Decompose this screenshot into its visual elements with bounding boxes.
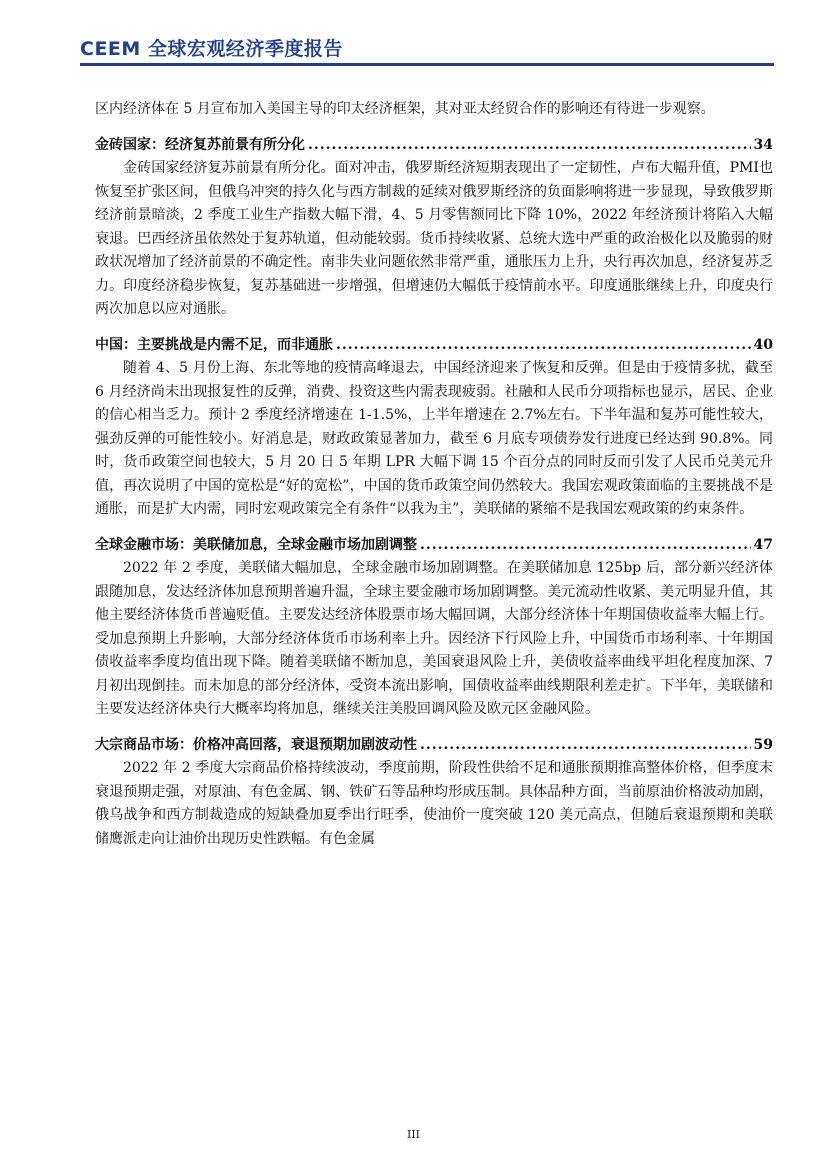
intro-paragraph: 区内经济体在 5 月宣布加入美国主导的印太经济框架，其对亚太经贸合作的影响还有待进一步观察。: [95, 101, 715, 117]
toc-entry-page: 34: [753, 136, 773, 153]
report-header: [80, 34, 774, 61]
toc-entry-china[interactable]: [95, 334, 773, 358]
report-body: [95, 98, 773, 851]
toc-entry-page: 40: [753, 336, 773, 353]
page-number: III: [406, 1128, 421, 1141]
toc-entry-page: 59: [753, 736, 773, 753]
section-summary-financial-markets: 2022 年 2 季度，美联储大幅加息，全球金融市场加剧调整。在美联储加息 125bp 后，部分新兴经济体跟随加息，发达经济体加息预期普遍升温，全球主要金融市场加剧调整。美元流动性收紧、美元明显升值，其他主要经济体货币普遍贬值。主要发达经济体股票市场大幅回调，大部分经济体十年期国债收益率大幅上行。受加息预期上升影响，大部分经济体货币市场利率上升。因经济下行风险上升，中国货币市场利率、十年期国债收益率季度均值出现下降。随着美联储不断加息，美国衰退风险上升，美债收益率曲线平坦化程度加深、7 月初出现倒挂。而未加息的部分经济体，受资本流出影响，国债收益率曲线期限利差走扩。下半年，美联储和主要发达经济体央行大概率均将加息，继续关注美股回调风险及欧元区金融风险。: [95, 560, 773, 717]
section-summary-commodities: 2022 年 2 季度大宗商品价格持续波动，季度前期，阶段性供给不足和通胀预期推高整体价格，但季度末衰退预期走强，对原油、有色金属、钢、铁矿石等品种均形成压制。具体品种方面，当前原油价格波动加剧，俄乌战争和西方制裁造成的短缺叠加夏季出行旺季，使油价一度突破 120 美元高点，但随后衰退预期和美联储鹰派走向让油价出现历史性跌幅。有色金属: [95, 760, 773, 847]
toc-entry-financial-markets[interactable]: [95, 534, 773, 558]
header-divider: [80, 63, 774, 66]
section-summary-brics: 金砖国家经济复苏前景有所分化。面对冲击，俄罗斯经济短期表现出了一定韧性，卢布大幅升值，PMI也恢复至扩张区间，但俄乌冲突的持久化与西方制裁的延续对俄罗斯经济的负面影响将进一步显现，导致俄罗斯经济前景暗淡，2 季度工业生产指数大幅下滑，4、5 月零售额同比下降 10%，2022 年经济预计将陷入大幅衰退。巴西经济虽依然处于复苏轨道，但动能较弱。货币持续收紧、总统大选中严重的政治极化以及脆弱的财政状况增加了经济前景的不确定性。南非失业问题依然非常严重，通胀压力上升，央行再次加息，经济复苏乏力。印度经济稳步恢复，复苏基础进一步增强，但增速仍大幅低于疫情前水平。印度通胀继续上升，印度央行两次加息以应对通胀。: [95, 160, 773, 317]
toc-leader-dots: [336, 334, 751, 358]
report-title: CEEM 全球宏观经济季度报告: [80, 38, 343, 60]
toc-entry-page: 47: [753, 536, 773, 553]
section-summary-china: 随着 4、5 月份上海、东北等地的疫情高峰退去，中国经济迎来了恢复和反弹。但是由于疫情多扰，截至 6 月经济尚未出现报复性的反弹，消费、投资这些内需表现疲弱。社融和人民币分项指标也显示，居民、企业的信心相当乏力。预计 2 季度经济增速在 1-1.5%，上半年增速在 2.7%左右。下半年温和复苏可能性较大，强劲反弹的可能性较小。好消息是，财政政策显著加力，截至 6 月底专项债券发行进度已经达到 90.8%。同时，货币政策空间也较大，5 月 20 日 5 年期 LPR 大幅下调 15 个百分点的同时反而引发了人民币兑美元升值，再次说明了中国的宽松是“好的宽松”，中国的货币政策空间仍然较大。我国宏观政策面临的主要挑战不是通胀，而是扩大内需，同时宏观政策完全有条件“以我为主”，美联储的紧缩不是我国宏观政策的约束条件。: [95, 360, 773, 517]
toc-leader-dots: [420, 534, 751, 558]
toc-entry-title: 中国：主要挑战是内需不足，而非通胀: [95, 336, 333, 353]
toc-entry-title: 金砖国家：经济复苏前景有所分化: [95, 136, 305, 153]
toc-entry-title: 大宗商品市场：价格冲高回落，衰退预期加剧波动性: [95, 736, 417, 753]
toc-leader-dots: [420, 734, 751, 758]
toc-entry-brics[interactable]: [95, 134, 773, 158]
toc-entry-title: 全球金融市场：美联储加息，全球金融市场加剧调整: [95, 536, 417, 553]
toc-leader-dots: [308, 134, 751, 158]
toc-entry-commodities[interactable]: [95, 734, 773, 758]
